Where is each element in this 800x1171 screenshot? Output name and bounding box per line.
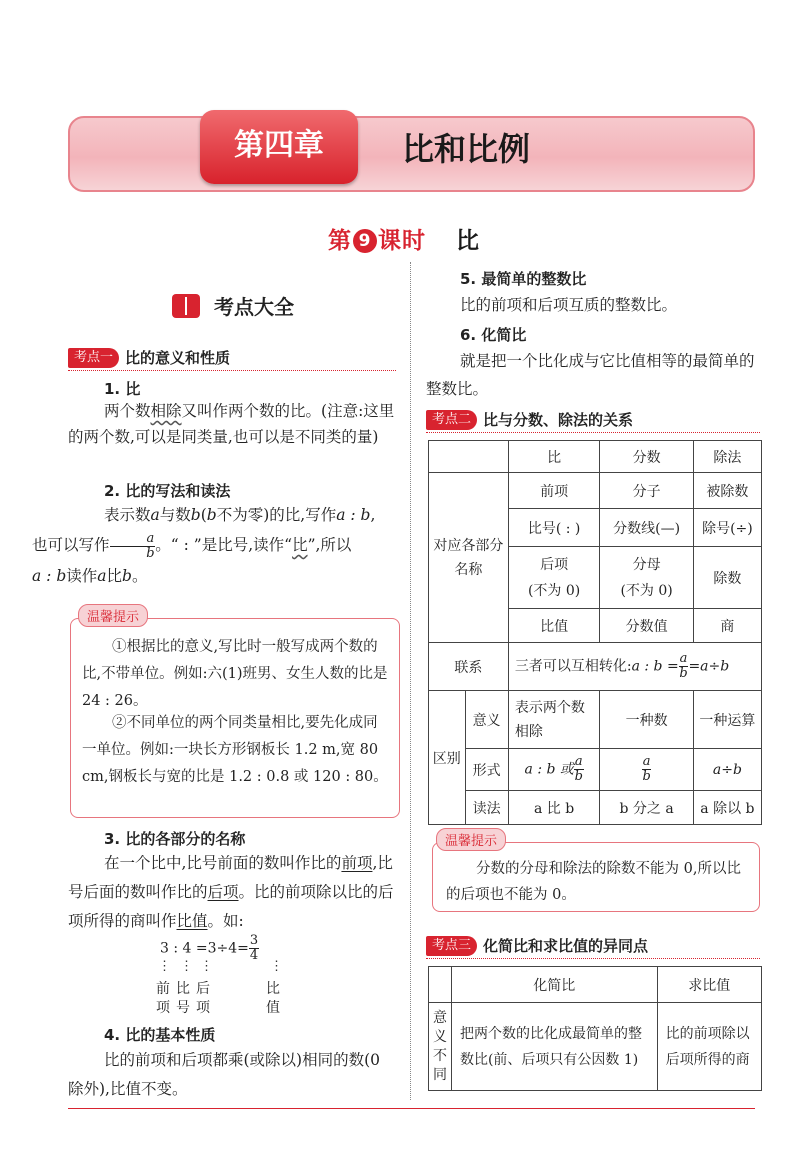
kp2-diff-1-c2: [600, 749, 693, 791]
right-p6: 就是把一个比化成与它比值相等的最简单的整数比。: [426, 352, 755, 398]
link-text-c: =a÷b: [688, 658, 730, 675]
link-text-b: a : b =: [631, 658, 679, 675]
kp2-diff-2-c2: b 分之 a: [600, 791, 693, 825]
diff-frac-2-num: a: [642, 754, 651, 769]
column-divider: [410, 262, 411, 1100]
p3-f: 比值: [176, 912, 208, 930]
kp3-title: 化简比和求比值的异同点: [483, 937, 649, 955]
chapter-title: 比和比例: [402, 130, 531, 168]
ratio-example-num: 3: [249, 933, 259, 948]
p2-l: 。: [131, 566, 148, 585]
p2-var-a: a: [150, 506, 160, 524]
kp1-p4: 比的前项和后项都乘(或除以)相同的数(0 除外),比值不变。: [68, 1051, 381, 1098]
kp1-h2: 2. 比的写法和读法: [104, 482, 231, 500]
kp2-tag: 考点二: [426, 410, 477, 430]
kp2-title: 比与分数、除法的关系: [483, 411, 634, 429]
p3-b: 前项: [341, 854, 373, 872]
p2-c: (: [200, 506, 207, 524]
kp2-cell-1-2: 除号(÷): [693, 509, 761, 547]
link-text-a: 三者可以互相转化:: [514, 658, 632, 675]
label-bizhi: 比值: [266, 981, 280, 1016]
kp2-diff-0-label: 意义: [465, 691, 508, 749]
right-p5: 比的前项和后项互质的整数比。: [460, 296, 678, 314]
link-frac-num: a: [679, 651, 688, 666]
kp2-cell-2-2: 除数: [693, 547, 761, 609]
p2-frac: [110, 532, 156, 561]
p2-frac-den: b: [146, 545, 155, 561]
lesson-suffix: 课时: [378, 228, 426, 254]
kp2-table: [428, 440, 762, 825]
ratio-example-frac: [249, 934, 259, 963]
p2-k: 比: [106, 566, 123, 585]
kp3-head-0: 化简比: [451, 967, 657, 1003]
tip-label-2: [436, 828, 506, 851]
kp2-diff-0-c2: 一种数: [600, 691, 693, 749]
p3-e: 。比的前项除以比的后项所得的商叫作: [68, 883, 394, 930]
lesson-number: 9: [353, 229, 377, 253]
kp2-diff-0-c1: 表示两个数相除: [508, 691, 600, 749]
kp3-head-1: 求比值: [657, 967, 761, 1003]
kp2-diff-label: 区别: [429, 691, 466, 825]
section-title: 考点大全: [214, 295, 294, 319]
kp2-diff-2-c1: a 比 b: [508, 791, 600, 825]
ratio-example-expr: 3 : 4 =3÷4=: [160, 940, 249, 957]
kp2-head-1: 分数: [600, 441, 693, 473]
kp1-p3: [68, 849, 400, 936]
p2-j: 读作: [66, 566, 98, 585]
p2-g: 。“ : ”是比号,读作“: [155, 536, 293, 554]
kp2-cell-1-0: 比号( : ): [508, 509, 600, 547]
ratio-example-den: 4: [249, 948, 259, 963]
p1-c: 又叫作两个数的比。(注意:这里的两个数,可以是同类量,也可以是不同类的量): [68, 402, 395, 446]
book-icon: [172, 294, 200, 318]
p2-var-b: b: [190, 506, 201, 524]
p2-a: 表示数: [104, 506, 151, 524]
kp3-table: [428, 966, 762, 1091]
p1-b: 相除: [150, 402, 182, 420]
p2-i: ”,所以: [307, 536, 352, 554]
p2-ratio2: a : b: [32, 566, 67, 585]
lesson-title: [328, 222, 480, 255]
p2-h: 比: [292, 536, 308, 554]
kp2-cell-0-1: 分子: [600, 473, 693, 509]
kp2-group-label: 对应各部分名称: [429, 473, 509, 643]
diff-frac-2: [642, 755, 652, 784]
p2-d: 不为零)的比,写作: [216, 506, 337, 524]
kp1-tag: 考点一: [68, 348, 119, 368]
kp1-h3: 3. 比的各部分的名称: [104, 830, 246, 848]
kp2-link-label: 联系: [429, 643, 509, 691]
kp3-c1: 把两个数的比化成最简单的整数比(前、后项只有公因数 1): [451, 1003, 657, 1091]
p2-e: ,: [370, 506, 376, 524]
label-qianxiang: 前项: [156, 981, 170, 1016]
diff-form-num: a: [574, 754, 583, 769]
p3-g: 。如:: [207, 912, 244, 930]
kp2-link-text: [508, 643, 761, 691]
kp2-head-0: 比: [508, 441, 600, 473]
link-frac: [679, 652, 689, 681]
footer-line: [68, 1108, 755, 1109]
kp2-cell-2-0: 后项 (不为 0): [508, 547, 600, 609]
kp2-cell-2-1: 分母 (不为 0): [600, 547, 693, 609]
kp2-diff-1-c3: a÷b: [693, 749, 761, 791]
lesson-name: 比: [456, 228, 480, 254]
p2-f: 也可以写作: [32, 536, 110, 554]
right-h5: 5. 最简单的整数比: [460, 270, 587, 288]
p2-ratio: a : b: [336, 506, 371, 524]
kp3-corner: [429, 967, 452, 1003]
p3-a: 在一个比中,比号前面的数叫作比的: [104, 854, 342, 872]
diff-form-frac: [574, 755, 584, 784]
kp1-header: [68, 348, 396, 371]
diff-form-text: a : b 或: [524, 761, 574, 778]
label-houxiang: 后项: [196, 981, 210, 1016]
kp2-corner: [429, 441, 509, 473]
kp2-diff-1-label: 形式: [465, 749, 508, 791]
kp2-cell-0-0: 前项: [508, 473, 600, 509]
kp2-diff-1-c1: [508, 749, 600, 791]
kp2-head-2: 除法: [693, 441, 761, 473]
tip-2-text: 分数的分母和除法的除数不能为 0,所以比的后项也不能为 0。: [446, 861, 741, 903]
tip-label-1-text: 温馨提示: [78, 604, 148, 627]
tip2-text: ②不同单位的两个同类量相比,要先化成同一单位。例如:一块长方形钢板长 1.2 m,宽 80 cm,钢板长与宽的比是 1.2 : 0.8 或 120 : 80。: [82, 715, 388, 785]
p2-b: 与数: [159, 506, 191, 524]
kp2-cell-3-0: 比值: [508, 609, 600, 643]
tip1-text: ①根据比的意义,写比时一般写成两个数的比,不带单位。例如:六(1)班男、女生人数的比是 24 : 26。: [82, 639, 388, 709]
diff-form-den: b: [574, 769, 583, 784]
p2-var-b2: b: [206, 506, 217, 524]
kp2-cell-3-1: 分数值: [600, 609, 693, 643]
p1-a: 两个数: [104, 402, 151, 420]
label-bihao: 比号: [176, 981, 190, 1016]
kp3-c2: 比的前项除以后项所得的商: [657, 1003, 761, 1091]
kp2-cell-1-1: 分数线(—): [600, 509, 693, 547]
kp2-diff-0-c3: 一种运算: [693, 691, 761, 749]
kp2-cell-3-2: 商: [693, 609, 761, 643]
kp2-cell-0-2: 被除数: [693, 473, 761, 509]
kp1-h4: 4. 比的基本性质: [104, 1026, 216, 1044]
kp2-header: [426, 410, 760, 433]
kp1-title: 比的意义和性质: [125, 349, 231, 367]
p2-var-b3: b: [122, 566, 132, 585]
lesson-prefix: 第: [328, 228, 352, 254]
link-frac-den: b: [679, 666, 688, 681]
chapter-number: 第四章: [200, 110, 358, 184]
kp2-diff-2-label: 读法: [465, 791, 508, 825]
kp1-p1: [68, 398, 400, 450]
kp2-diff-2-c3: a 除以 b: [693, 791, 761, 825]
p3-d: 后项: [207, 883, 239, 901]
p2-var-a2: a: [97, 566, 107, 585]
p2-frac-num: a: [110, 532, 156, 547]
tip-label-2-text: 温馨提示: [436, 828, 506, 851]
tip-label-1: [78, 604, 148, 627]
kp1-h1: 1. 比: [104, 380, 141, 398]
kp3-row-label: 意义不同: [429, 1003, 452, 1091]
p3-c: ,比号后面的数叫作比的: [68, 854, 393, 901]
right-h6: 6. 化简比: [460, 326, 527, 344]
kp1-p2: [32, 500, 400, 591]
kp3-tag: 考点三: [426, 936, 477, 956]
kp3-header: [426, 936, 760, 959]
diff-frac-2-den: b: [642, 769, 651, 784]
